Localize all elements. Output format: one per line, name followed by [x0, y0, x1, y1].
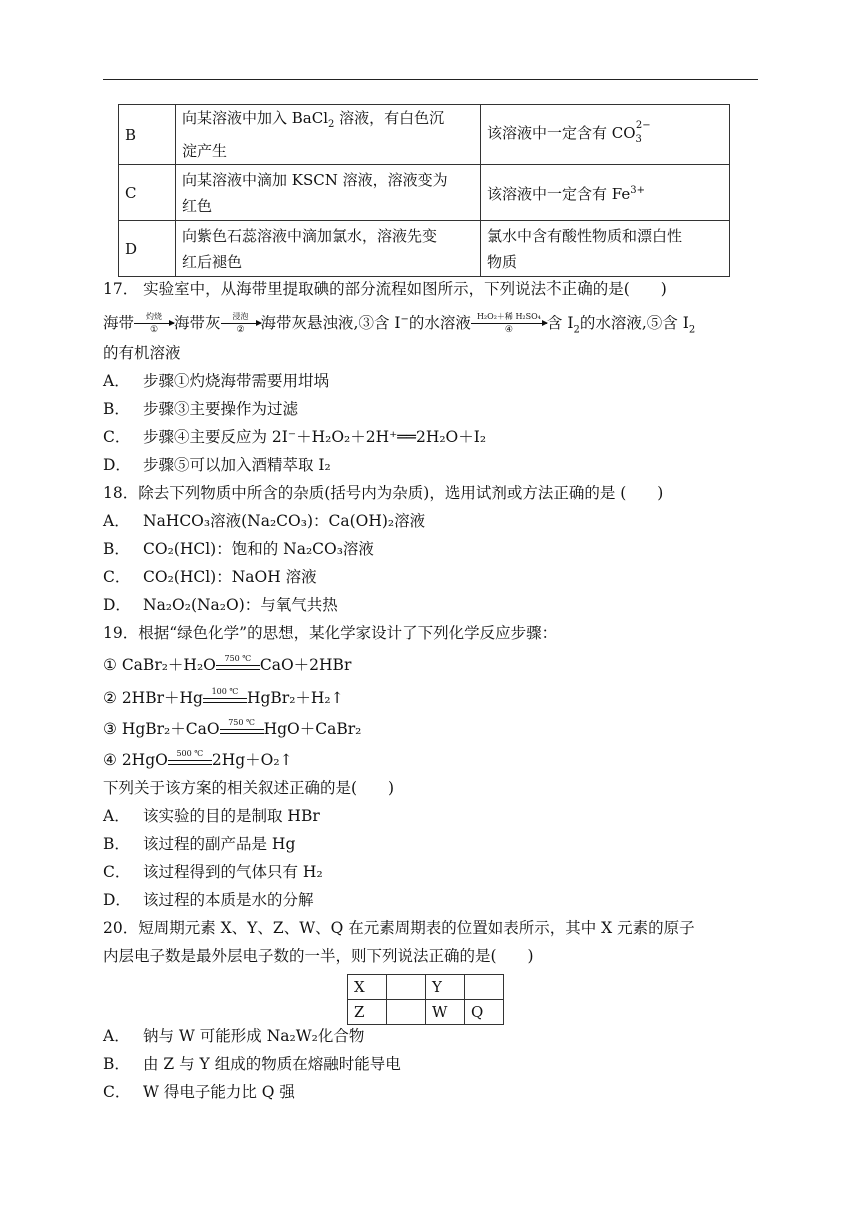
arrow-icon: 浸泡 ② — [221, 314, 261, 334]
equals-icon: 500 ℃ — [168, 751, 212, 771]
question-19-option-d: D． 该过程的本质是水的分解 — [103, 891, 314, 909]
question-19-option-a: A． 该实验的目的是制取 HBr — [103, 807, 320, 825]
question-20-stem: 20．短周期元素 X、Y、Z、W、Q 在元素周期表的位置如表所示，其中 X 元素的原子 — [103, 919, 695, 937]
conclusion-cell: 氯水中含有酸性物质和漂白性 物质 — [481, 221, 730, 277]
question-19-ask: 下列关于该方案的相关叙述正确的是( ) — [103, 779, 395, 797]
option-cell: B — [119, 105, 176, 165]
question-20-option-a: A． 钠与 W 可能形成 Na₂W₂化合物 — [103, 1027, 365, 1045]
table-row — [348, 975, 504, 1000]
question-18-stem: 18．除去下列物质中所含的杂质(括号内为杂质)，选用试剂或方法正确的是 ( ) — [103, 484, 664, 502]
question-20-option-b: B． 由 Z 与 Y 组成的物质在熔融时能导电 — [103, 1055, 401, 1073]
element-cell: Q — [465, 1000, 504, 1025]
operation-cell: 向紫色石蕊溶液中滴加氯水，溶液先变 红后褪色 — [176, 221, 481, 277]
element-cell: Y — [426, 975, 465, 1000]
reaction-step: ① CaBr₂＋H₂O 750 ℃ CaO＋2HBr — [103, 654, 352, 674]
question-17-stem: 17． 实验室中，从海带里提取碘的部分流程如图所示，下列说法不正确的是( ) — [103, 280, 667, 298]
question-17-option-d: D． 步骤⑤可以加入酒精萃取 I₂ — [103, 456, 331, 474]
reaction-step: ③ HgBr₂＋CaO 750 ℃ HgO＋CaBr₂ — [103, 718, 362, 738]
question-17-option-b: B． 步骤③主要操作为过滤 — [103, 400, 299, 418]
question-18-option-a: A． NaHCO₃溶液(Na₂CO₃)：Ca(OH)₂溶液 — [103, 512, 426, 530]
question-19-option-c: C． 该过程得到的气体只有 H₂ — [103, 863, 323, 881]
arrow-icon: H₂O₂＋稀 H₂SO₄ ④ — [471, 314, 547, 334]
operation-cell: 向某溶液中加入 BaCl$_2$ 溶液，有白色沉 淀产生 — [176, 105, 481, 165]
question-18-option-b: B． CO₂(HCl)：饱和的 Na₂CO₃溶液 — [103, 540, 374, 558]
question-20-stem-cont: 内层电子数是最外层电子数的一半，则下列说法正确的是( ) — [103, 947, 534, 965]
arrow-icon: 灼烧 ① — [134, 314, 174, 334]
option-cell: D — [119, 221, 176, 277]
conclusion-cell: 该溶液中一定含有 $Fe^{3+}$ — [481, 165, 730, 221]
conclusion-cell: 该溶液中一定含有 $CO_3^{2-}$ — [481, 105, 730, 165]
option-cell: C — [119, 165, 176, 221]
header-rule — [103, 79, 758, 80]
reaction-step: ② 2HBr＋Hg 100 ℃ HgBr₂＋H₂↑ — [103, 687, 344, 707]
element-cell: W — [426, 1000, 465, 1025]
question-17-flow: 海带 灼烧 ① 海带灰 浸泡 ② 海带灰悬浊液,③含 I−的水溶液 H₂O₂＋稀 H₂SO₄ ④ 含 $I_2$的水溶液,⑤含 $I_2$ — [103, 312, 696, 336]
equals-icon: 100 ℃ — [203, 689, 247, 709]
table-row — [119, 221, 730, 277]
question-19-stem: 19．根据“绿色化学”的思想，某化学家设计了下列化学反应步骤： — [103, 624, 558, 642]
question-19-option-b: B． 该过程的副产品是 Hg — [103, 835, 296, 853]
periodic-table-fragment — [347, 974, 504, 1025]
element-cell: X — [348, 975, 387, 1000]
question-18-option-d: D． Na₂O₂(Na₂O)：与氧气共热 — [103, 596, 338, 614]
reaction-step: ④ 2HgO 500 ℃ 2Hg＋O₂↑ — [103, 749, 293, 769]
equals-icon: 750 ℃ — [216, 656, 260, 676]
equals-icon: 750 ℃ — [220, 720, 264, 740]
question-18-option-c: C． CO₂(HCl)：NaOH 溶液 — [103, 568, 317, 586]
options-table — [118, 104, 730, 277]
question-17-flow-cont: 的有机溶液 — [103, 344, 181, 362]
table-row — [119, 105, 730, 165]
question-17-option-a: A． 步骤①灼烧海带需要用坩埚 — [103, 372, 330, 390]
question-20-option-c: C． W 得电子能力比 Q 强 — [103, 1083, 295, 1101]
question-17-option-c: C． 步骤④主要反应为 2I⁻＋H₂O₂＋2H⁺══2H₂O＋I₂ — [103, 428, 487, 446]
element-cell — [387, 1000, 426, 1025]
table-row — [119, 165, 730, 221]
table-row — [348, 1000, 504, 1025]
element-cell — [387, 975, 426, 1000]
element-cell — [465, 975, 504, 1000]
element-cell: Z — [348, 1000, 387, 1025]
operation-cell: 向某溶液中滴加 KSCN 溶液，溶液变为 红色 — [176, 165, 481, 221]
